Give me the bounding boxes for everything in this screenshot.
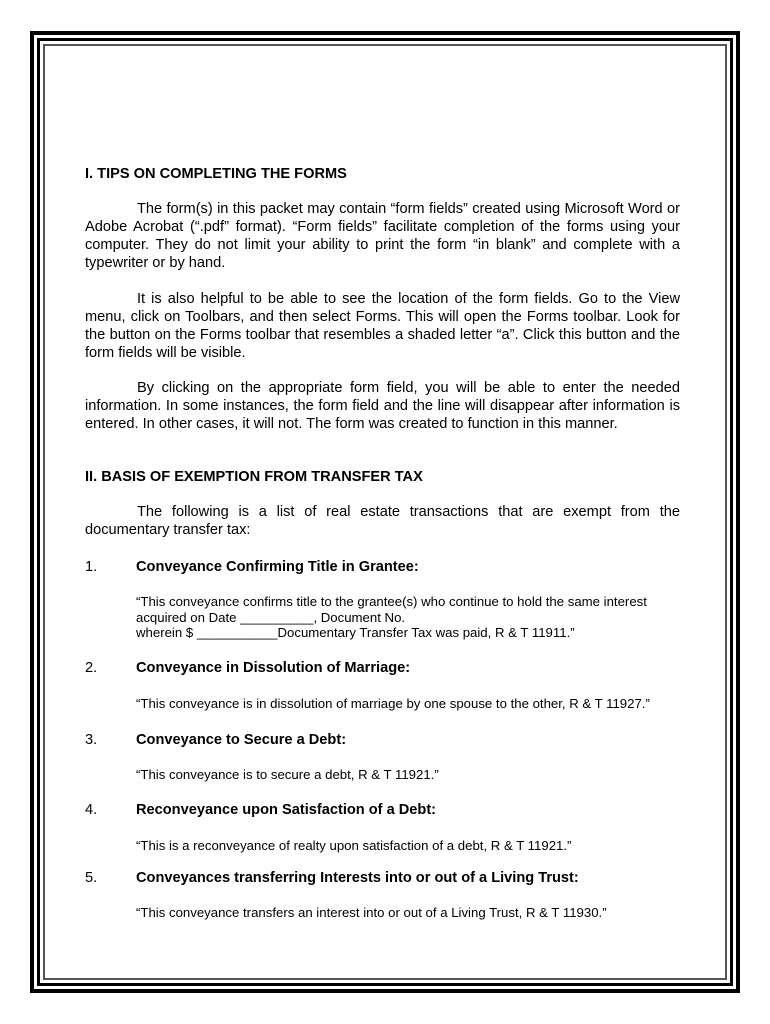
statement-line: “This is a reconveyance of realty upon satisfaction of a debt, R & T 11921.”: [136, 838, 572, 853]
paragraph-exempt-intro: The following is a list of real estate transactions that are exempt from the documentary transfer tax:: [85, 504, 680, 538]
item-number: 5.: [85, 870, 98, 886]
statement-line: “This conveyance is in dissolution of marriage by one spouse to the other, R & T 11927.”: [136, 696, 650, 711]
statement-line: acquired on Date __________, Document No.: [136, 609, 406, 625]
paragraph-enter-information: By clicking on the appropriate form field, you will be able to enter the needed information. In some instances, the form field and the line will disappear after information is entered. In other cases, it will not. The form was created to function in this manner.: [85, 380, 680, 432]
item-title: Conveyance in Dissolution of Marriage:: [136, 660, 411, 676]
paragraph-view-form-fields: It is also helpful to be able to see the location of the form fields. Go to the View menu, click on Toolbars, and then select Forms. This will open the Forms toolbar. Look for the button on the Forms toolbar that resembles a shaded letter “a”. Click this button and the form fields will be visible.: [85, 291, 680, 361]
item-title: Conveyance to Secure a Debt:: [136, 732, 347, 748]
section-1-heading: I. TIPS ON COMPLETING THE FORMS: [85, 166, 347, 182]
item-number: 2.: [85, 660, 98, 676]
item-number: 1.: [85, 559, 98, 575]
exemption-statement: [136, 905, 696, 921]
item-title: Conveyances transferring Interests into or out of a Living Trust:: [136, 870, 579, 886]
exemption-statement: [136, 838, 696, 854]
exemption-statement: [136, 767, 696, 783]
statement-line: wherein $ ___________Documentary Transfer Tax was paid, R & T 11911.”: [136, 625, 575, 640]
item-title: Reconveyance upon Satisfaction of a Debt:: [136, 802, 437, 818]
statement-line: “This conveyance confirms title to the grantee(s) who continue to hold the same interest: [136, 594, 647, 609]
item-number: 4.: [85, 802, 98, 818]
statement-line: “This conveyance transfers an interest into or out of a Living Trust, R & T 11930.”: [136, 905, 607, 920]
statement-line: “This conveyance is to secure a debt, R & T 11921.”: [136, 767, 439, 782]
item-number: 3.: [85, 732, 98, 748]
exemption-statement: [136, 594, 696, 641]
item-title: Conveyance Confirming Title in Grantee:: [136, 559, 419, 575]
paragraph-form-fields: The form(s) in this packet may contain “form fields” created using Microsoft Word or Adobe Acrobat (“.pdf” format). “Form fields” facilitate completion of the forms using your computer. They do not limit your ability to print the form “in blank” and complete with a typewriter or by hand.: [85, 201, 680, 271]
exemption-statement: [136, 696, 696, 712]
section-2-heading: II. BASIS OF EXEMPTION FROM TRANSFER TAX: [85, 469, 423, 485]
